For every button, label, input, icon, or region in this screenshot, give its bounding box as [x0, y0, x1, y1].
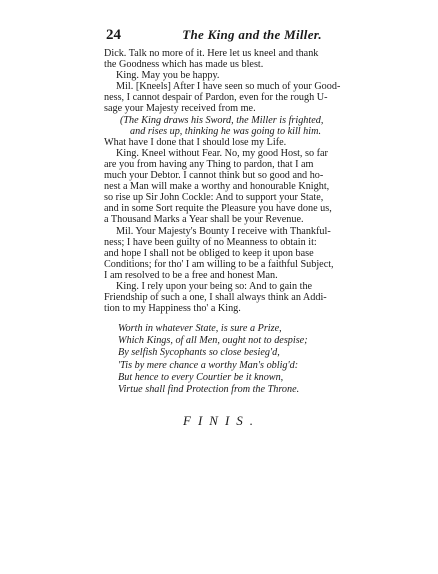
text-line: I am resolved to be a free and honest Man.: [104, 269, 278, 281]
text-line: are you from having any Thing to pardon, that I am: [104, 158, 314, 170]
verse-line: Which Kings, of all Men, ought not to despise;: [118, 335, 308, 347]
text-line: tion to my Happiness tho' a King.: [104, 303, 241, 315]
text-line: a Thousand Marks a Year shall be your Revenue.: [104, 214, 304, 226]
text-line: nest a Man will make a worthy and honourable Knight,: [104, 181, 330, 193]
verse-line: 'Tis by mere chance a worthy Man's oblig'd:: [118, 359, 299, 371]
text-line: ness; I have been guilty of no Meanness to obtain it:: [104, 236, 317, 248]
text-line: Conditions; for tho' I am willing to be a faithful Subject,: [104, 258, 334, 270]
running-title: The King and the Miller.: [182, 27, 322, 42]
text-line: What have I done that I should lose my Life.: [104, 136, 287, 148]
text-line: much your Debtor. I cannot think but so good and ho-: [104, 170, 324, 182]
dialogue-text: [104, 48, 341, 315]
text-line: King. I rely upon your being so: And to gain the: [116, 280, 313, 292]
text-line: so rise up Sir John Cockle: And to support your State,: [104, 192, 324, 204]
text-line: King. May you be happy.: [116, 70, 220, 82]
text-line: and in some Sort requite the Pleasure you have done us,: [104, 203, 332, 215]
verse-line: Virtue shall find Protection from the Throne.: [118, 384, 300, 396]
page-number: 24: [106, 27, 121, 43]
finis-label: FINIS.: [183, 413, 261, 428]
text-line: and hope I shall not be obliged to keep it upon base: [104, 247, 314, 259]
verse-line: But hence to every Courtier be it known,: [118, 371, 284, 383]
text-line: Mil. [Kneels] After I have seen so much of your Good-: [116, 81, 341, 93]
text-line: Friendship of such a one, I shall always think an Addi-: [104, 292, 327, 304]
text-line: King. Kneel without Fear. No, my good Host, so far: [116, 147, 328, 159]
page-header: [106, 27, 322, 44]
text-line: ness, I cannot despair of Pardon, even for the rough U-: [104, 92, 328, 104]
stage-direction: and rises up, thinking he was going to kill him.: [130, 125, 322, 137]
text-line: Mil. Your Majesty's Bounty I receive with Thankful-: [116, 225, 331, 237]
text-line: the Goodness which has made us blest.: [104, 59, 264, 71]
verse-line: By selfish Sycophants so close besieg'd,: [118, 347, 280, 359]
verse-line: Worth in whatever State, is sure a Prize,: [118, 323, 282, 334]
text-line: Dick. Talk no more of it. Here let us kneel and thank: [104, 48, 319, 59]
stage-direction: (The King draws his Sword, the Miller is frighted,: [120, 114, 324, 126]
text-line: sage your Majesty received from me.: [104, 103, 256, 115]
closing-verse: [118, 323, 323, 396]
